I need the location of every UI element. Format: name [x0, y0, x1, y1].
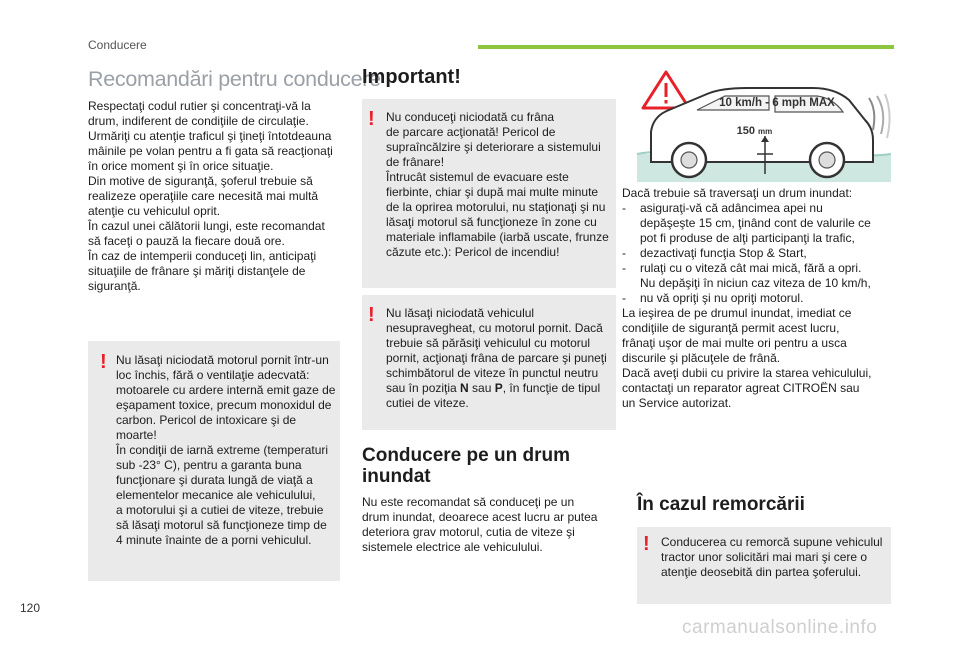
section-label: Conducere [88, 38, 147, 52]
paragraph-line: Urmăriţi cu atenţie traficul şi ţineţi întotdeauna [88, 129, 332, 143]
engine-warning-text [116, 353, 340, 548]
warning-icon: ! [368, 108, 375, 130]
list-item-line: depăşeşte 15 cm, ţinând cont de valurile ce [640, 216, 871, 230]
list-item-line: pot fi produse de alţi participanţi la trafic, [640, 231, 855, 245]
watermark-url: carmanualsonline.info [682, 617, 878, 638]
paragraph-line: situaţiile de frânare şi măriţi distanţele de [88, 264, 306, 278]
warning-line: loc închis, fără o ventilaţie adecvată: [116, 368, 310, 382]
paragraph-line: să faceţi o pauză la fiecare două ore. [88, 234, 285, 248]
paragraph-line: condiţiile de siguranţă permit acest lucru, [622, 321, 840, 335]
list-item-line: asiguraţi-vă că adâncimea apei nu [640, 201, 823, 215]
section-rule [478, 45, 894, 49]
warning-line: elementelor mecanice ale vehiculului, [116, 488, 316, 502]
paragraph-line: contactaţi un reparator agreat CITROËN sau [622, 381, 860, 395]
warning-line: carbon. Pericol de intoxicare şi de moarte! [116, 413, 297, 442]
towing-warning-box [637, 527, 891, 604]
flooded-road-instructions: Dacă trebuie să traversaţi un drum inundat: - asiguraţi-vă că adâncimea apei nu depăşeşte 15 cm, ţinând cont de valurile ce pot fi produse de alţi participanţi la trafic, - dezactivaţi funcţia Stop & Start, - rulaţi cu o viteză cât mai mică, fără a opri. Nu depăşiţi în niciun caz viteza de 10 km/h, - nu vă opriţi şi nu opriţi motorul. La ieşirea de pe drumul inundat, imediat ce condiţiile de siguranţă permit acest lucru, frânaţi uşor de mai multe ori pentru a usca discurile şi plăcuţele de frână. Dacă aveţi dubii cu privire la starea vehiculului, contactaţi un reparator agreat CITROËN sau un Service autorizat. [622, 186, 894, 411]
warning-line: căzute etc.): Pericol de incendiu! [386, 245, 560, 259]
towing-heading: În cazul remorcării [637, 494, 805, 515]
list-item [622, 291, 894, 306]
warning-icon: ! [368, 304, 375, 326]
towing-warning-text [661, 535, 891, 580]
warning-line: sub -23° C), pentru a garanta buna [116, 458, 302, 472]
flooded-road-illustration [637, 70, 891, 182]
warning-line: Întrucât sistemul de evacuare este [386, 170, 569, 184]
paragraph-line: La ieşirea de pe drumul inundat, imediat ce [622, 306, 852, 320]
warning-line: Conducerea cu remorcă supune vehiculul [661, 535, 883, 549]
paragraph-line: În caz de intemperii conduceţi lin, anticipaţi [88, 249, 317, 263]
paragraph-line: Din motive de siguranţă, şoferul trebuie să [88, 174, 313, 188]
list-dash: - [622, 201, 626, 215]
intro-paragraph [88, 99, 340, 294]
paragraph-line: discurile şi plăcuţele de frână. [622, 351, 781, 365]
list-item-line: Nu depăşiţi în niciun caz viteza de 10 km/h, [640, 276, 871, 290]
paragraph-line: siguranţă. [88, 279, 141, 293]
paragraph-line: deteriora grav motorul, cutia de viteze şi [362, 525, 575, 539]
warning-line: fierbinte, chiar şi după mai multe minute [386, 185, 599, 199]
warning-line: trebuie să părăsiţi vehiculul cu motorul [386, 336, 591, 350]
warning-line: să lăsaţi motorul să funcţioneze timp de [116, 518, 327, 532]
parking-brake-warning-box [362, 99, 616, 288]
list-item [622, 201, 894, 246]
list-item-line: dezactivaţi funcţia Stop & Start, [640, 246, 807, 260]
warning-line: lăsaţi motorul să funcţioneze în zone cu [386, 215, 597, 229]
warning-line: supraîncălzire şi deteriorare a sistemului [386, 140, 601, 154]
warning-line: de parcare acţionată! Pericol de [386, 125, 556, 139]
paragraph-line: sistemele electrice ale vehiculului. [362, 540, 543, 554]
warning-line: tractor unor solicitări mai mari şi cere o [661, 550, 868, 564]
warning-line: de frânare! [386, 155, 445, 169]
paragraph-line: drum inundat, deoarece acest lucru ar putea [362, 510, 598, 524]
paragraph-line: în orice moment şi în orice situaţie. [88, 159, 274, 173]
depth-value: 150 [736, 125, 755, 137]
paragraph-line: Respectaţi codul rutier şi concentraţi-vă la [88, 99, 311, 113]
warning-icon: ! [643, 533, 650, 555]
paragraph-line: mâinile pe volan pentru a fi gata să reacţionaţi [88, 144, 333, 158]
paragraph-line: Nu este recomandat să conduceţi pe un [362, 495, 575, 509]
list-item [622, 261, 894, 291]
paragraph-line: realizeze operaţiile care necesită mai multă [88, 189, 319, 203]
depth-unit: mm [758, 127, 773, 136]
warning-line: motoarele cu ardere internă emit gaze de [116, 383, 336, 397]
warning-line: funcţionare şi durata lungă de viaţă a [116, 473, 313, 487]
warning-line: Nu lăsaţi niciodată vehiculul [386, 306, 535, 320]
speed-limit-label: 10 km/h - 6 mph MAX [719, 97, 835, 109]
parking-brake-warning-text [386, 110, 616, 260]
list-dash: - [622, 261, 626, 275]
warning-line: atenţie deosebită din partea şoferului. [661, 565, 862, 579]
list-item [622, 246, 894, 261]
paragraph-line: atenţie cu vehiculul oprit. [88, 204, 221, 218]
list-item-line: nu vă opriţi şi nu opriţi motorul. [640, 291, 804, 305]
warning-line: materiale inflamabile (iarbă uscate, frunze [386, 230, 609, 244]
warning-line: de la oprirea motorului, nu staţionaţi şi nu [386, 200, 606, 214]
warning-line: schimbătorul de viteze în punctul neutru [386, 366, 599, 380]
paragraph-line: În cazul unei călătorii lungi, este recomandat [88, 219, 325, 233]
warning-line: pornit, acţionaţi frâna de parcare şi puneţi [386, 351, 607, 365]
warning-line: În condiţii de iarnă extreme (temperaturi [116, 443, 329, 457]
flooded-road-heading: Conducere pe un drum inundat [362, 445, 570, 488]
paragraph-line: un Service autorizat. [622, 396, 732, 410]
warning-line: 4 minute înainte de a porni vehiculul. [116, 533, 312, 547]
paragraph-line: Dacă aveţi dubii cu privire la starea vehiculului, [622, 366, 872, 380]
warning-line: Nu conduceţi niciodată cu frâna [386, 110, 555, 124]
important-heading: Important! [362, 66, 461, 88]
warning-line: a motorului şi a cutiei de viteze, trebuie [116, 503, 324, 517]
warning-line: Nu lăsaţi niciodată motorul pornit într-un [116, 353, 329, 367]
list-dash: - [622, 291, 626, 305]
unattended-warning-text: Nu lăsaţi niciodată vehiculul nesupravegheat, cu motorul pornit. Dacă trebuie să părăsiţi vehiculul cu motorul pornit, acţionaţi frâna de parcare şi puneţi schimbătorul de viteze în punctul neutru sau în poziţia N sau P, în funcţie de tipul cutiei de viteze. [386, 306, 616, 411]
paragraph-line: drum, indiferent de condiţiile de circulaţie. [88, 114, 309, 128]
list-dash: - [622, 246, 626, 260]
warning-icon: ! [100, 351, 107, 373]
warning-line: eşapament toxice, precum monoxidul de [116, 398, 332, 412]
warning-line: nesupravegheat, cu motorul pornit. Dacă [386, 321, 603, 335]
page-title: Recomandări pentru conducere [88, 67, 381, 91]
page-number: 120 [20, 601, 41, 615]
engine-warning-box [88, 341, 340, 581]
unattended-warning-box [362, 295, 616, 430]
paragraph-line: frânaţi uşor de mai multe ori pentru a usca [622, 336, 847, 350]
flooded-road-text [362, 495, 616, 555]
list-item-line: rulaţi cu o viteză cât mai mică, fără a opri. [640, 261, 862, 275]
